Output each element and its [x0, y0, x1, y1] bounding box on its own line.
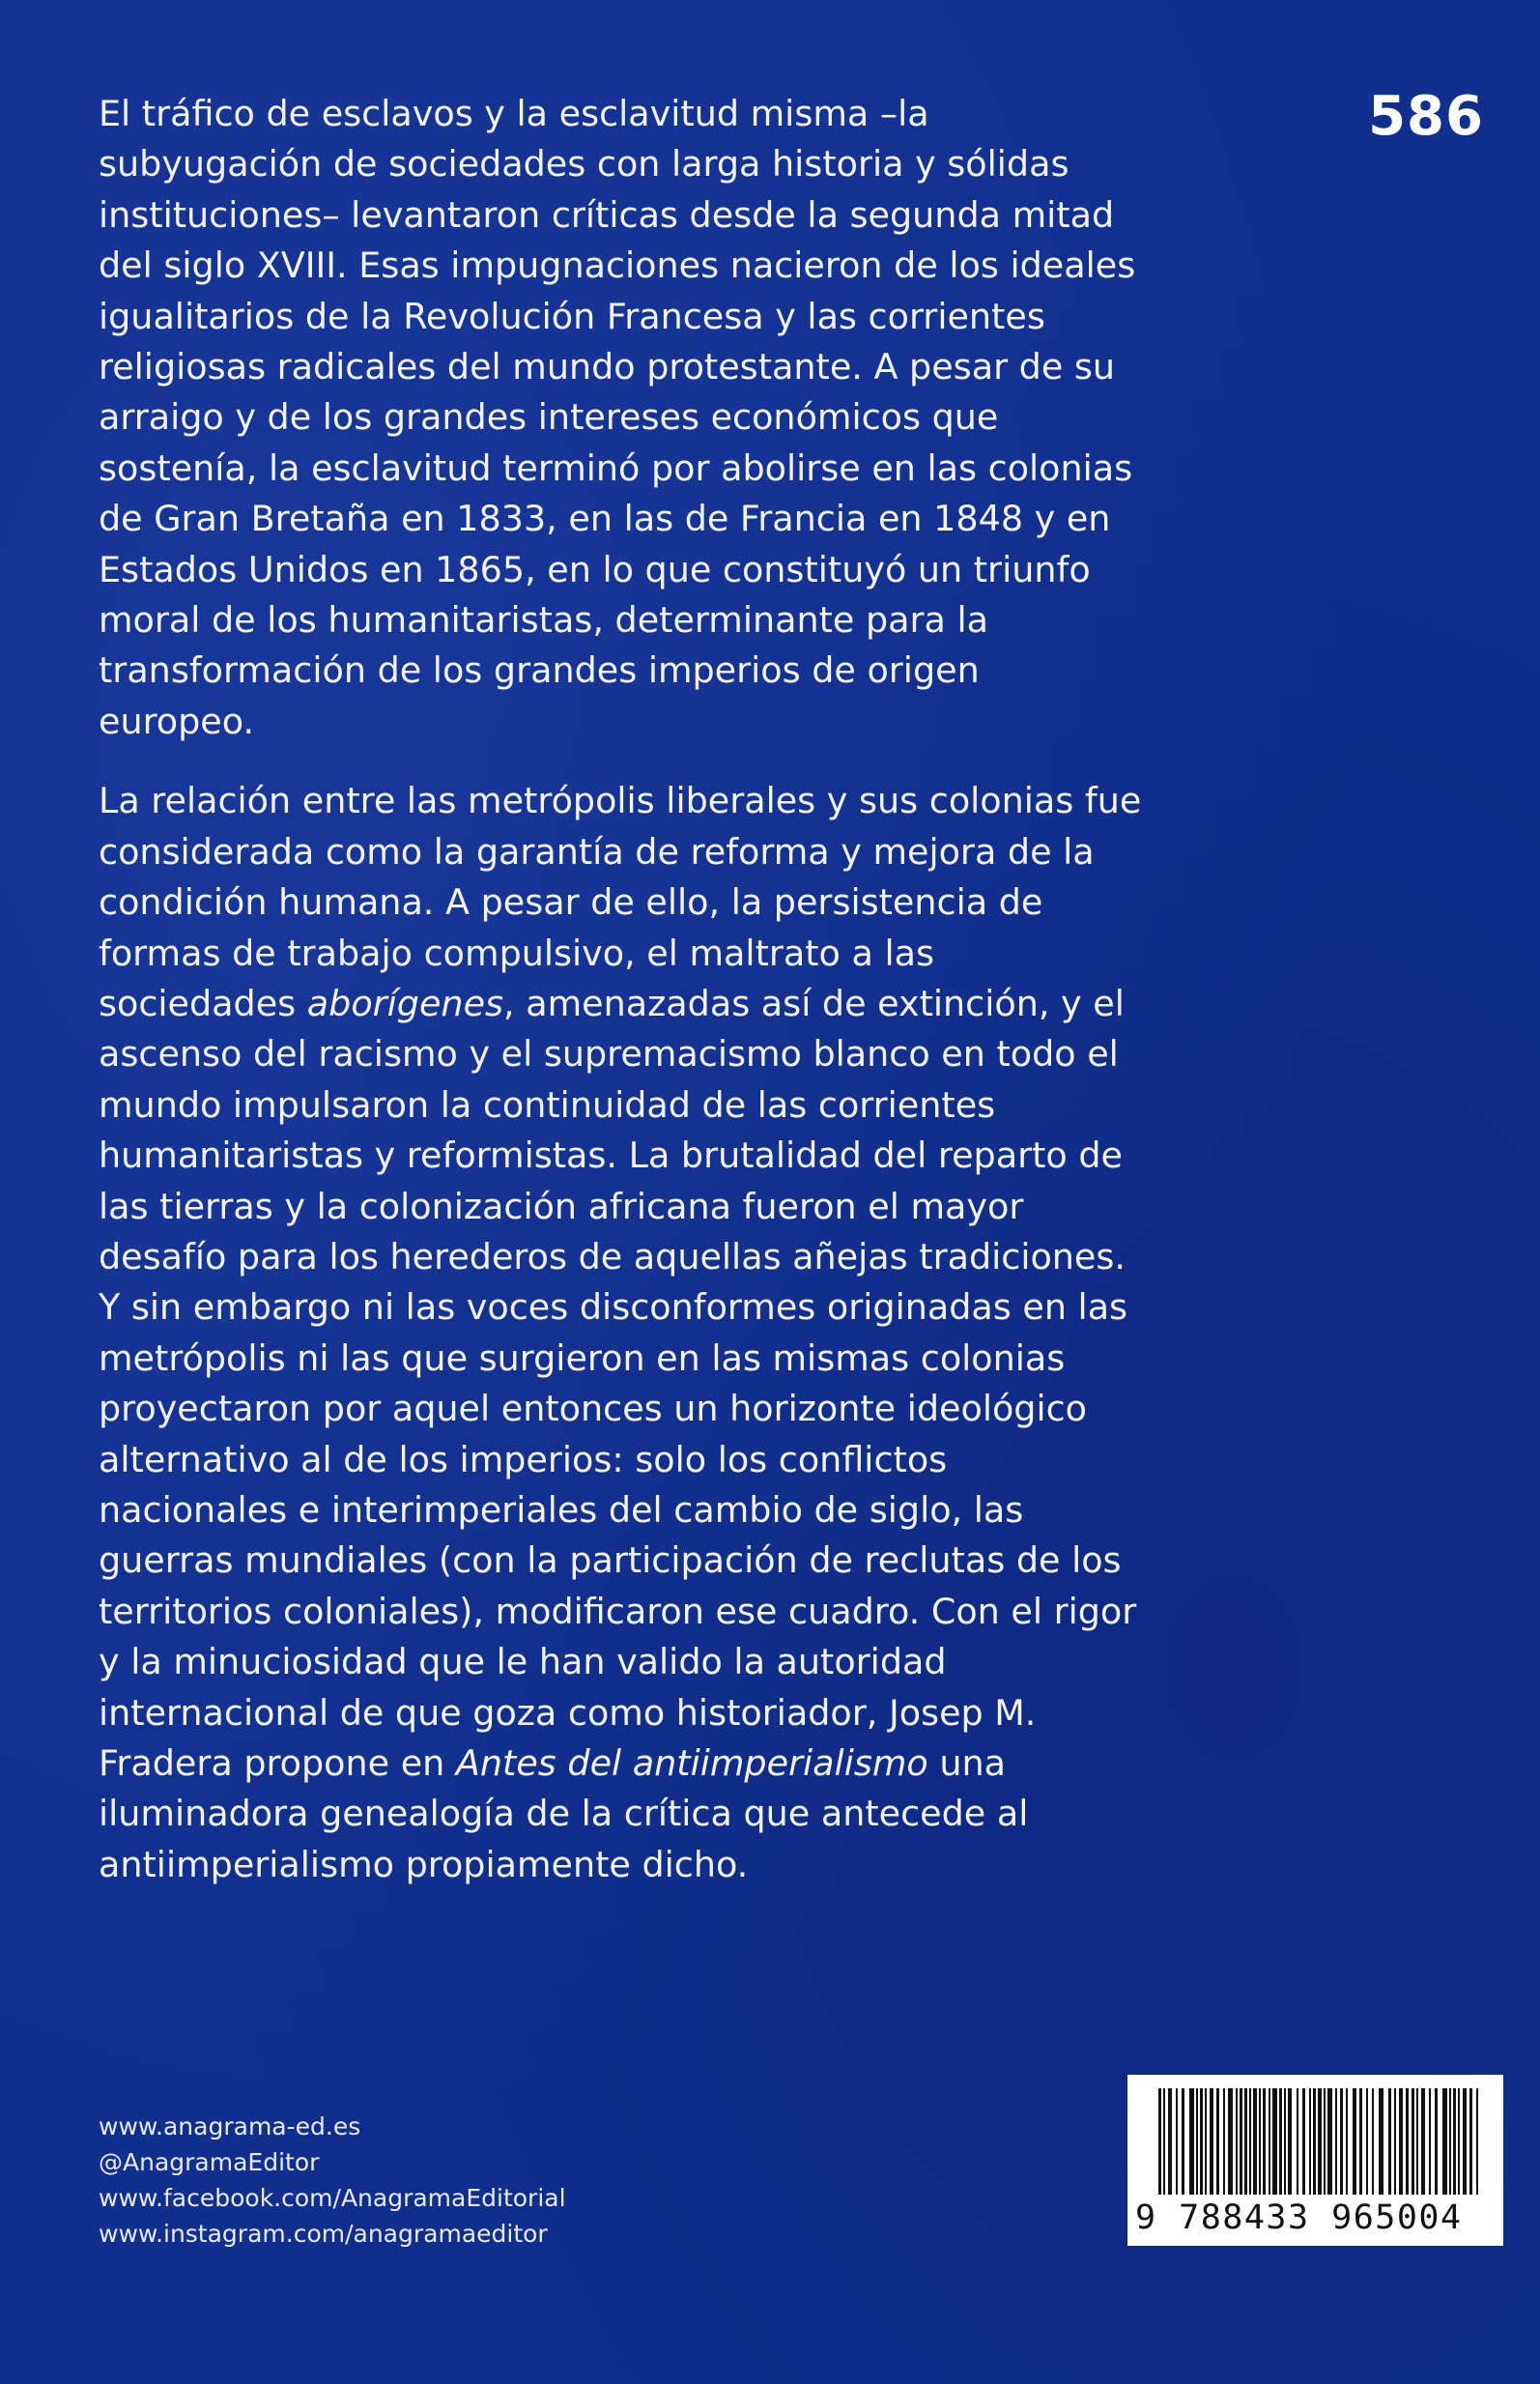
barcode-bar — [1394, 2088, 1396, 2195]
isbn-barcode — [1127, 2075, 1503, 2246]
barcode-bar — [1416, 2088, 1418, 2195]
blurb-text — [99, 89, 1142, 1919]
blurb-text-run: una iluminadora genealogía de la crítica que antecede al antiimperialismo propiamente dicho. — [99, 1742, 1029, 1885]
isbn-number: 9 788433 965004 — [1135, 2198, 1463, 2237]
barcode-bar — [1168, 2088, 1172, 2195]
barcode-bar — [1469, 2088, 1472, 2195]
blurb-text-run: La relación entre las metrópolis liberales y sus colonias fue considerada como la garantía de reforma y mejora de la condición humana. A pesar de ello, la persistencia de formas de trabajo compulsivo, el maltrato a las sociedades — [99, 780, 1142, 1024]
barcode-bar — [1359, 2088, 1362, 2195]
instagram-link[interactable]: www.instagram.com/anagramaeditor — [99, 2220, 548, 2248]
barcode-bar — [1182, 2088, 1184, 2195]
barcode-bar — [1372, 2088, 1374, 2195]
barcode-bar — [1269, 2088, 1270, 2195]
blurb-italic-book-title: Antes del antiimperialismo — [455, 1742, 928, 1784]
barcode-bar — [1399, 2088, 1403, 2195]
barcode-bar — [1279, 2088, 1282, 2195]
barcode-bar — [1309, 2088, 1311, 2195]
barcode-bar — [1196, 2088, 1198, 2195]
barcode-bar — [1272, 2088, 1277, 2195]
barcode-bar — [1313, 2088, 1316, 2195]
barcode-bar — [1324, 2088, 1326, 2195]
barcode-bar — [1158, 2088, 1161, 2195]
blurb-paragraph-1: El tráfico de esclavos y la esclavitud misma –la subyugación de sociedades con larga historia y sólidas instituciones– levantaron críticas desde la segunda mitad del siglo XVIII. Esas impugnaciones nacieron de los ideales igualitarios de la Revolución Francesa y las corrientes religiosas radicales del mundo protestante. A pesar de su arraigo y de los grandes intereses económicos que sostenía, la esclavitud terminó por abolirse en las colonias de Gran Bretaña en 1833, en las de Francia en 1848 y en Estados Unidos en 1865, en lo que constituyó un triunfo moral de los humanitaristas, determinante para la transformación de los grandes imperios de origen europeo. — [99, 93, 1136, 742]
barcode-bar — [1210, 2088, 1213, 2195]
barcode-bar — [1340, 2088, 1343, 2195]
barcode-bar — [1163, 2088, 1165, 2195]
publisher-links — [99, 2109, 566, 2252]
barcode-bar — [1406, 2088, 1409, 2195]
barcode-bar — [1259, 2088, 1261, 2195]
twitter-handle[interactable]: @AnagramaEditor — [99, 2148, 320, 2176]
barcode-bar — [1244, 2088, 1247, 2195]
barcode-bar — [1205, 2088, 1207, 2195]
barcode-bar — [1458, 2088, 1460, 2195]
barcode-bar — [1302, 2088, 1305, 2195]
barcode-bar — [1435, 2088, 1438, 2195]
barcode-bar — [1453, 2088, 1456, 2195]
barcode-bar — [1200, 2088, 1203, 2195]
barcode-bar — [1327, 2088, 1332, 2195]
barcode-bar — [1421, 2088, 1425, 2195]
barcode-bar — [1335, 2088, 1337, 2195]
barcode-bar — [1223, 2088, 1225, 2195]
blurb-italic-aborigenes: aborígenes — [306, 982, 504, 1024]
barcode-bar — [1236, 2088, 1238, 2195]
barcode-bar — [1388, 2088, 1391, 2195]
barcode-bar — [1189, 2088, 1194, 2195]
barcode-bar — [1240, 2088, 1242, 2195]
barcode-bar — [1476, 2088, 1478, 2195]
barcode-bar — [1176, 2088, 1178, 2195]
barcode-bar — [1463, 2088, 1467, 2195]
website-link[interactable]: www.anagrama-ed.es — [99, 2112, 361, 2140]
barcode-bar — [1429, 2088, 1431, 2195]
barcode-bar — [1216, 2088, 1219, 2195]
barcode-bar — [1284, 2088, 1286, 2195]
barcode-bar — [1412, 2088, 1414, 2195]
barcode-bar — [1449, 2088, 1451, 2195]
blurb-text-run: , amenazadas así de extinción, y el ascenso del racismo y el supremacismo blanco en todo el mundo impulsaron la continuidad de las corrientes humanitaristas y reformistas. La brutalidad del reparto de las tierras y la colonización africana fueron el mayor desafío para los herederos de aquellas añejas tradiciones. Y sin embargo ni las voces disconformes originadas en las metrópolis ni las que surgieron en las mismas colonias proyectaron por aquel entonces un horizonte ideológico alternativo al de los imperios: solo los conflictos nacionales e interimperiales del cambio de siglo, las guerras mundiales (con la participación de reclutas de los territorios coloniales), modificaron ese cuadro. Con el rigor y la minuciosidad que le han valido la autoridad internacional de que goza como historiador, Josep M. Fradera propone en — [99, 982, 1137, 1784]
barcode-bar — [1288, 2088, 1292, 2195]
facebook-link[interactable]: www.facebook.com/AnagramaEditorial — [99, 2184, 566, 2212]
barcode-bar — [1346, 2088, 1348, 2195]
blurb-paragraph-2 — [99, 776, 1142, 1890]
barcode-bar — [1379, 2088, 1383, 2195]
collection-number: 586 — [1368, 85, 1484, 148]
barcode-bar — [1297, 2088, 1298, 2195]
barcode-bar — [1442, 2088, 1447, 2195]
barcode-bar — [1249, 2088, 1251, 2195]
barcode-bar — [1318, 2088, 1322, 2195]
barcode-bar — [1366, 2088, 1368, 2195]
barcode-bar — [1228, 2088, 1233, 2195]
barcode-bar — [1353, 2088, 1356, 2195]
barcode-bar — [1253, 2088, 1257, 2195]
barcode-bar — [1263, 2088, 1266, 2195]
